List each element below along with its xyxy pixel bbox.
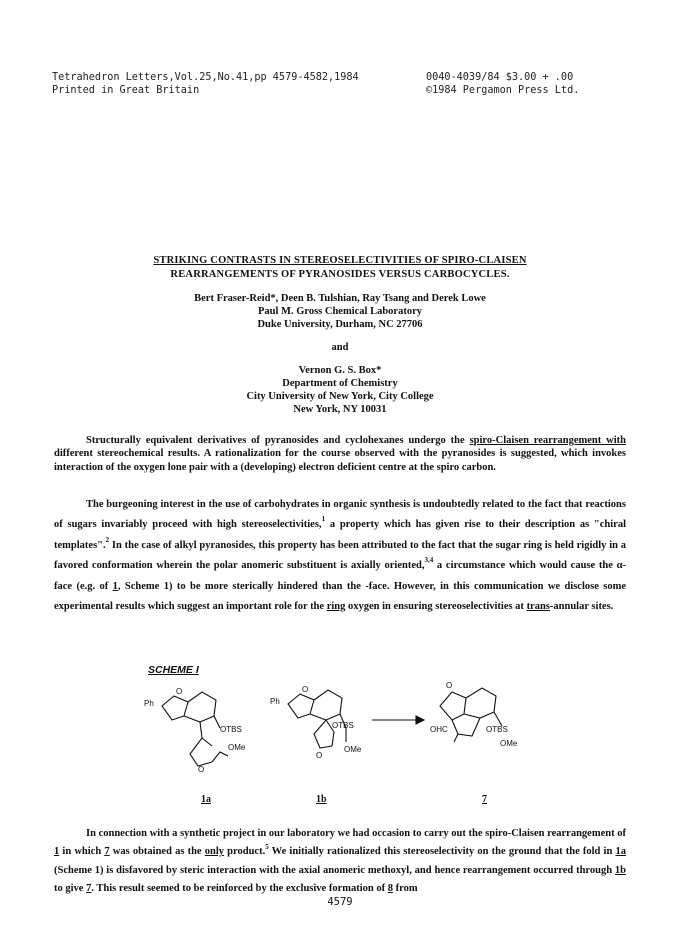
compound-label-7: 7 bbox=[482, 794, 487, 805]
structure-1b bbox=[288, 690, 346, 748]
copyright: ©1984 Pergamon Press Ltd. bbox=[426, 85, 580, 96]
affiliation-2c: New York, NY 10031 bbox=[293, 404, 387, 415]
ph-label-1b: Ph bbox=[270, 697, 280, 706]
ome-label-1b: OMe bbox=[344, 745, 362, 754]
ohc-label-7: OHC bbox=[430, 725, 448, 734]
compound-label-1a: 1a bbox=[201, 794, 211, 805]
o-label-1a-2: O bbox=[198, 765, 205, 774]
o-label-1a: O bbox=[176, 687, 183, 696]
journal-citation: Tetrahedron Letters,Vol.25,No.41,pp 4579-4582,1984 bbox=[52, 72, 359, 83]
paper-title-line1: STRIKING CONTRASTS IN STEREOSELECTIVITIES OF SPIRO-CLAISEN bbox=[153, 255, 527, 266]
scheme-1-structures bbox=[140, 676, 540, 786]
o-label-1b-2: O bbox=[316, 751, 323, 760]
results-paragraph: In connection with a synthetic project in our laboratory we had occasion to carry out the spiro-Claisen rearrangement of 1 in which 7 was obtained as the only product.$^5$ We initially rationalized this stereoselectivity on the ground that the fold in 1a (Scheme 1) is disfavored by steric interaction with the axial anomeric methoxyl, and hence rearrangement occurred through 1b to give 7. This result seemed to be reinforced by the exclusive formation of 8 from bbox=[54, 828, 626, 895]
otbs-label-7: OTBS bbox=[486, 725, 508, 734]
scheme-title: SCHEME I bbox=[148, 664, 199, 676]
affiliation-2b: City University of New York, City College bbox=[246, 391, 434, 402]
affiliation-2a: Department of Chemistry bbox=[282, 378, 398, 389]
affiliation-1b: Duke University, Durham, NC 27706 bbox=[257, 319, 423, 330]
issn-price: 0040-4039/84 $3.00 + .00 bbox=[426, 72, 574, 83]
ome-label-1a: OMe bbox=[228, 743, 246, 752]
ph-label-1a: Ph bbox=[144, 699, 154, 708]
reaction-arrow bbox=[372, 716, 424, 724]
otbs-label-1b: OTBS bbox=[332, 721, 354, 730]
and-separator: and bbox=[331, 342, 349, 353]
abstract: Structurally equivalent derivatives of pyranosides and cyclohexanes undergo the spiro-Claisen rearrangement with different stereochemical results. A rationalization for the course observed with the pyranosides is suggested, which invokes interaction of the oxygen lone pair with a (developing) electron deficient centre at the spiro carbon. bbox=[54, 435, 626, 473]
otbs-label-1a: OTBS bbox=[220, 725, 242, 734]
intro-paragraph: The burgeoning interest in the use of carbohydrates in organic synthesis is undoubtedly related to the fact that reactions of sugars invariably proceed with high stereoselectivities,$^1$ a property which has given rise to their description as "chiral templates".$^2$ In the case of alkyl pyranosides, this property has been attributed to the fact that the sugar ring is held rigidly in a favored conformation wherein the polar anomeric substituent is axially oriented,$^{3,4}$ a circumstance which would cause the α-face (e.g. of 1, Scheme 1) to be more sterically hindered than the -face. However, in this communication we disclose some experimental results which suggest an important role for the ring oxygen in ensuring stereoselectivities at trans-annular sites. bbox=[54, 499, 626, 613]
o-label-7: O bbox=[446, 681, 453, 690]
o-label-1b: O bbox=[302, 685, 309, 694]
author-names-1: Bert Fraser-Reid*, Deen B. Tulshian, Ray Tsang and Derek Lowe bbox=[194, 293, 486, 304]
structure-1a bbox=[162, 692, 228, 766]
affiliation-1a: Paul M. Gross Chemical Laboratory bbox=[257, 306, 422, 317]
ome-label-7: OMe bbox=[500, 739, 518, 748]
paper-title-line2: REARRANGEMENTS OF PYRANOSIDES VERSUS CARBOCYCLES. bbox=[170, 269, 510, 280]
printed-in: Printed in Great Britain bbox=[52, 85, 200, 96]
compound-label-1b: 1b bbox=[316, 794, 327, 805]
author-names-2: Vernon G. S. Box* bbox=[298, 365, 382, 376]
page-number: 4579 bbox=[327, 896, 353, 908]
